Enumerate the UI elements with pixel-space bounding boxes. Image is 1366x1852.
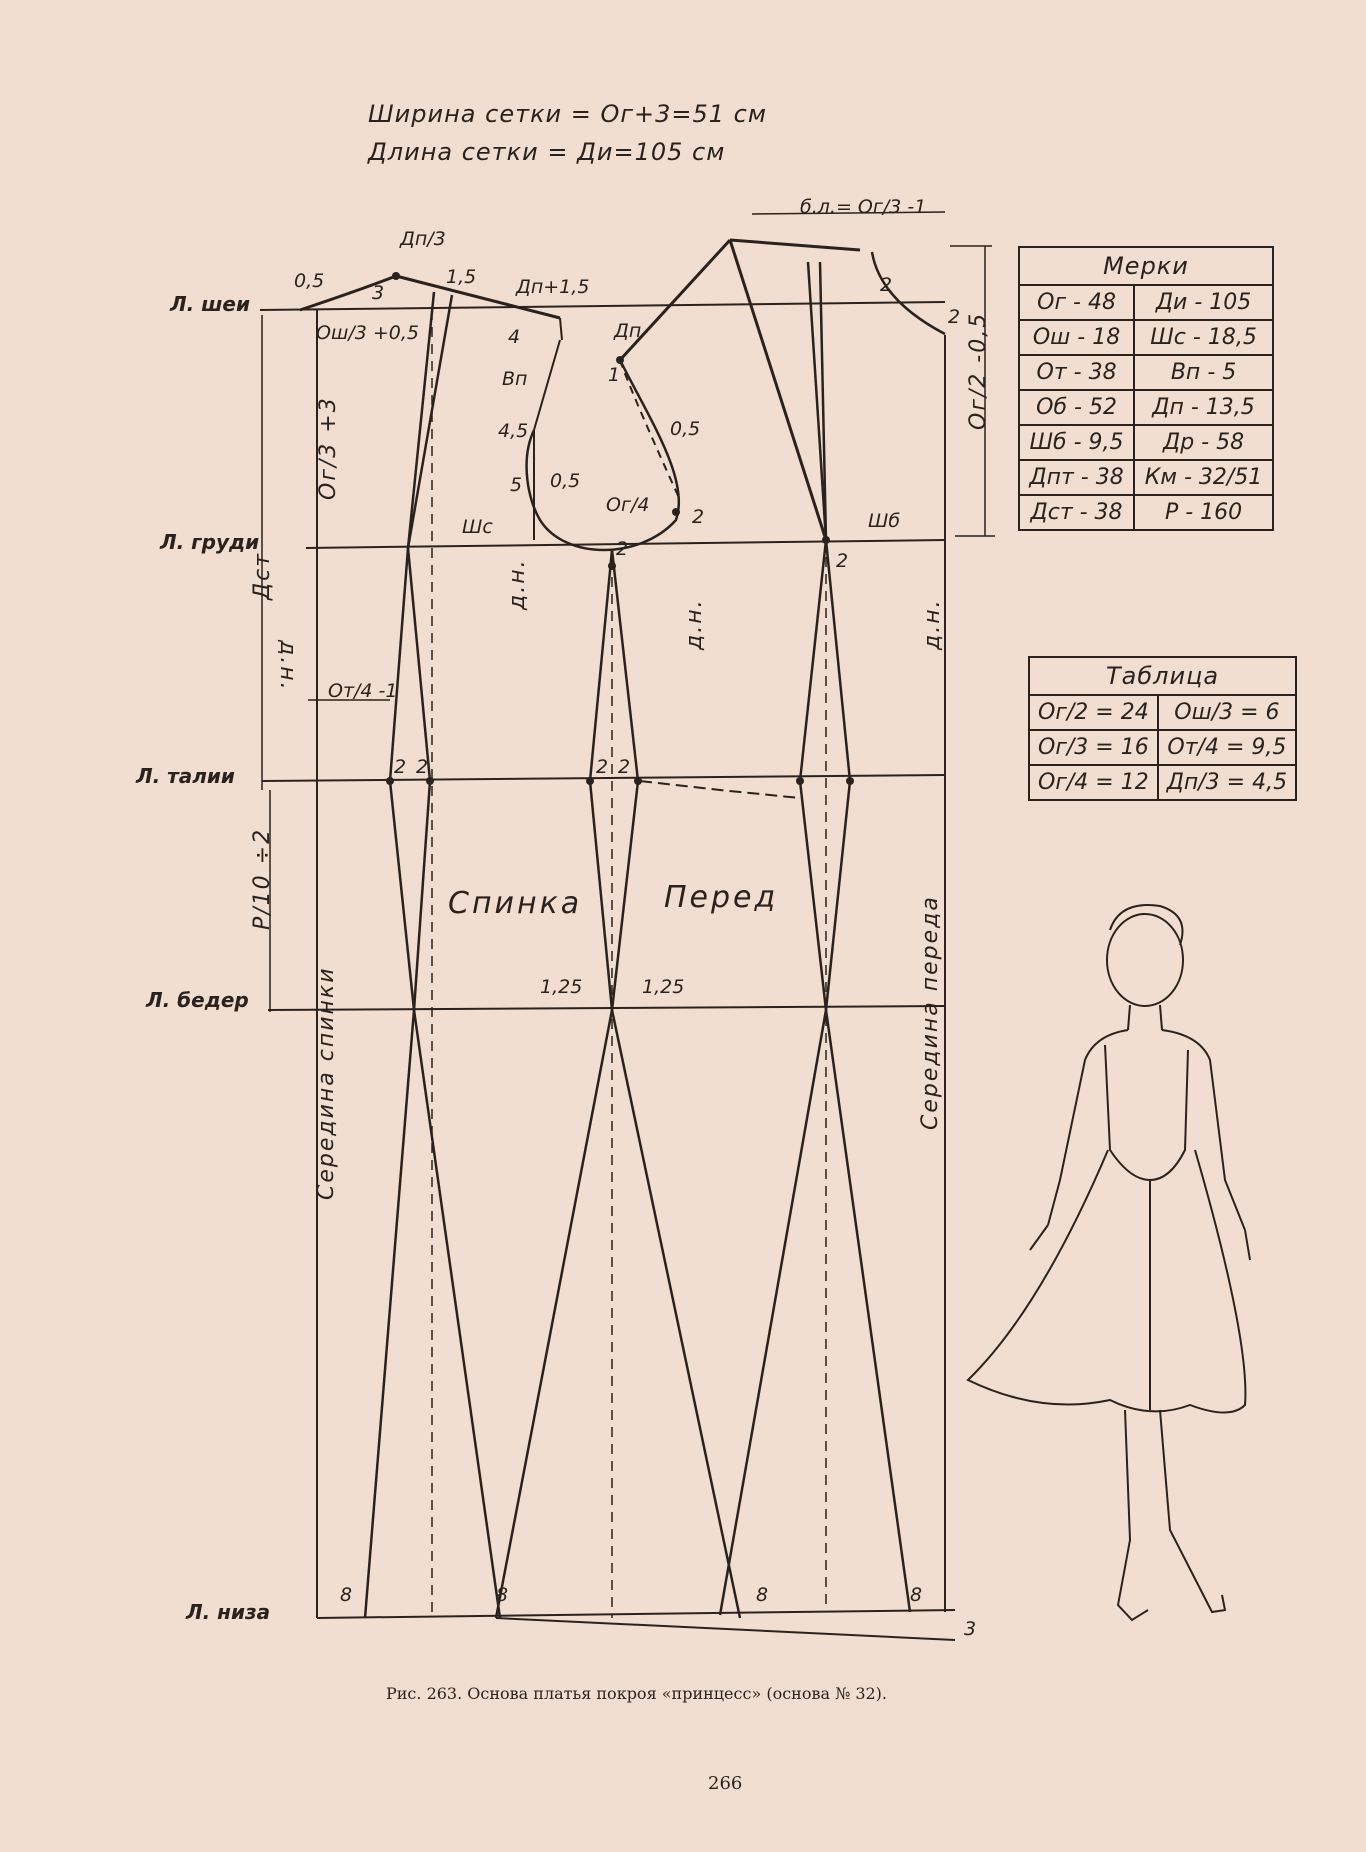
chest-line-label: Л. груди — [160, 530, 260, 554]
hem-line-label: Л. низа — [186, 1600, 271, 1624]
mark-2b: 2 — [616, 538, 629, 560]
neck-line — [260, 302, 945, 310]
mark-3: 3 — [372, 282, 385, 304]
calculation-table — [1028, 656, 1297, 801]
hem-mark-8b: 8 — [496, 1584, 509, 1606]
mark-5: 5 — [510, 474, 523, 496]
figure-caption: Рис. 263. Основа платья покроя «принцесс» (основа № 32). — [386, 1684, 887, 1703]
sb-label: Шб — [868, 510, 901, 532]
tablica-cell: От/4 = 9,5 — [1158, 730, 1296, 765]
hem-mark-8c: 8 — [756, 1584, 769, 1606]
merki-cell: Др - 58 — [1134, 425, 1273, 460]
mark-125a: 1,25 — [540, 976, 583, 998]
hip-line-label: Л. бедер — [146, 988, 249, 1012]
waist-mark-2d: 2 — [618, 756, 631, 778]
grain-mark-4: д.н. — [920, 598, 945, 650]
dst-label: Дст — [250, 551, 275, 600]
mark-15: 1,5 — [446, 266, 477, 288]
sc-label: Шс — [462, 516, 493, 538]
mark-05c: 0,5 — [670, 418, 701, 440]
mark-2d: 2 — [948, 306, 961, 328]
tablica-cell: Ог/3 = 16 — [1029, 730, 1158, 765]
waist-mark-2c: 2 — [596, 756, 609, 778]
merki-cell: Р - 160 — [1134, 495, 1273, 530]
dp-plus15-label: Дп+1,5 — [516, 276, 590, 298]
mark-2e: 2 — [880, 274, 893, 296]
grid-width-formula: Ширина сетки = Ог+3=51 см — [368, 100, 767, 128]
mark-1: 1 — [608, 364, 621, 386]
merki-cell: Ош - 18 — [1019, 320, 1134, 355]
front-panel-label: Перед — [664, 880, 779, 915]
hem-mark-8a: 8 — [340, 1584, 353, 1606]
hem-mark-3: 3 — [964, 1618, 977, 1640]
page-number: 266 — [708, 1773, 743, 1794]
mark-05b: 0,5 — [550, 470, 581, 492]
osh3-label: Ош/3 +0,5 — [316, 322, 420, 344]
merki-cell: Дст - 38 — [1019, 495, 1134, 530]
grain-mark-2: д.н. — [505, 558, 530, 610]
merki-cell: Шб - 9,5 — [1019, 425, 1134, 460]
ot4-label: От/4 -1 — [328, 680, 398, 702]
front-center-label: Середина переда — [918, 895, 943, 1130]
measurements-title: Мерки — [1019, 247, 1273, 285]
hem-mark-8d: 8 — [910, 1584, 923, 1606]
merki-cell: Ди - 105 — [1134, 285, 1273, 320]
merki-cell: Км - 32/51 — [1134, 460, 1273, 495]
tablica-cell: Ог/2 = 24 — [1029, 695, 1158, 730]
hem-line — [317, 1610, 955, 1618]
mark-125b: 1,25 — [642, 976, 685, 998]
grain-mark-3: д.н. — [682, 598, 707, 650]
merki-cell: Шс - 18,5 — [1134, 320, 1273, 355]
grain-mark-1: д.н. — [275, 640, 300, 692]
back-center-label: Середина спинки — [314, 966, 339, 1200]
merki-cell: Вп - 5 — [1134, 355, 1273, 390]
merki-cell: Об - 52 — [1019, 390, 1134, 425]
merki-cell: Дпт - 38 — [1019, 460, 1134, 495]
tablica-cell: Дп/3 = 4,5 — [1158, 765, 1296, 800]
neck-line-label: Л. шеи — [170, 292, 250, 316]
measurements-table — [1018, 246, 1274, 531]
mark-2a: 2 — [692, 506, 705, 528]
mark-4: 4 — [508, 326, 521, 348]
grid-length-formula: Длина сетки = Ди=105 см — [368, 138, 726, 166]
og4-label: Ог/4 — [606, 494, 650, 516]
waist-mark-2b: 2 — [416, 756, 429, 778]
hip-line — [268, 1006, 945, 1010]
dress-figure-illustration — [968, 905, 1250, 1620]
tablica-cell: Ош/3 = 6 — [1158, 695, 1296, 730]
merki-cell: От - 38 — [1019, 355, 1134, 390]
merki-cell: Ог - 48 — [1019, 285, 1134, 320]
bl-label: б.л.= Ог/3 -1 — [800, 196, 927, 218]
waist-line-label: Л. талии — [136, 764, 235, 788]
merki-cell: Дп - 13,5 — [1134, 390, 1273, 425]
mark-05: 0,5 — [294, 270, 325, 292]
dp-label: Дп — [614, 320, 642, 342]
back-panel-label: Спинка — [448, 886, 583, 921]
mark-2c: 2 — [836, 550, 849, 572]
vp-label: Вп — [502, 368, 528, 390]
mark-45: 4,5 — [498, 420, 529, 442]
og3-plus3-label: Ог/3 +3 — [316, 396, 341, 500]
calculation-title: Таблица — [1029, 657, 1296, 695]
dp3-label: Дп/3 — [400, 228, 446, 250]
tablica-cell: Ог/4 = 12 — [1029, 765, 1158, 800]
r10-label: Р/10 ÷2 — [250, 827, 275, 930]
og2-minus05-label: Ог/2 -0,5 — [966, 311, 991, 430]
waist-mark-2a: 2 — [394, 756, 407, 778]
